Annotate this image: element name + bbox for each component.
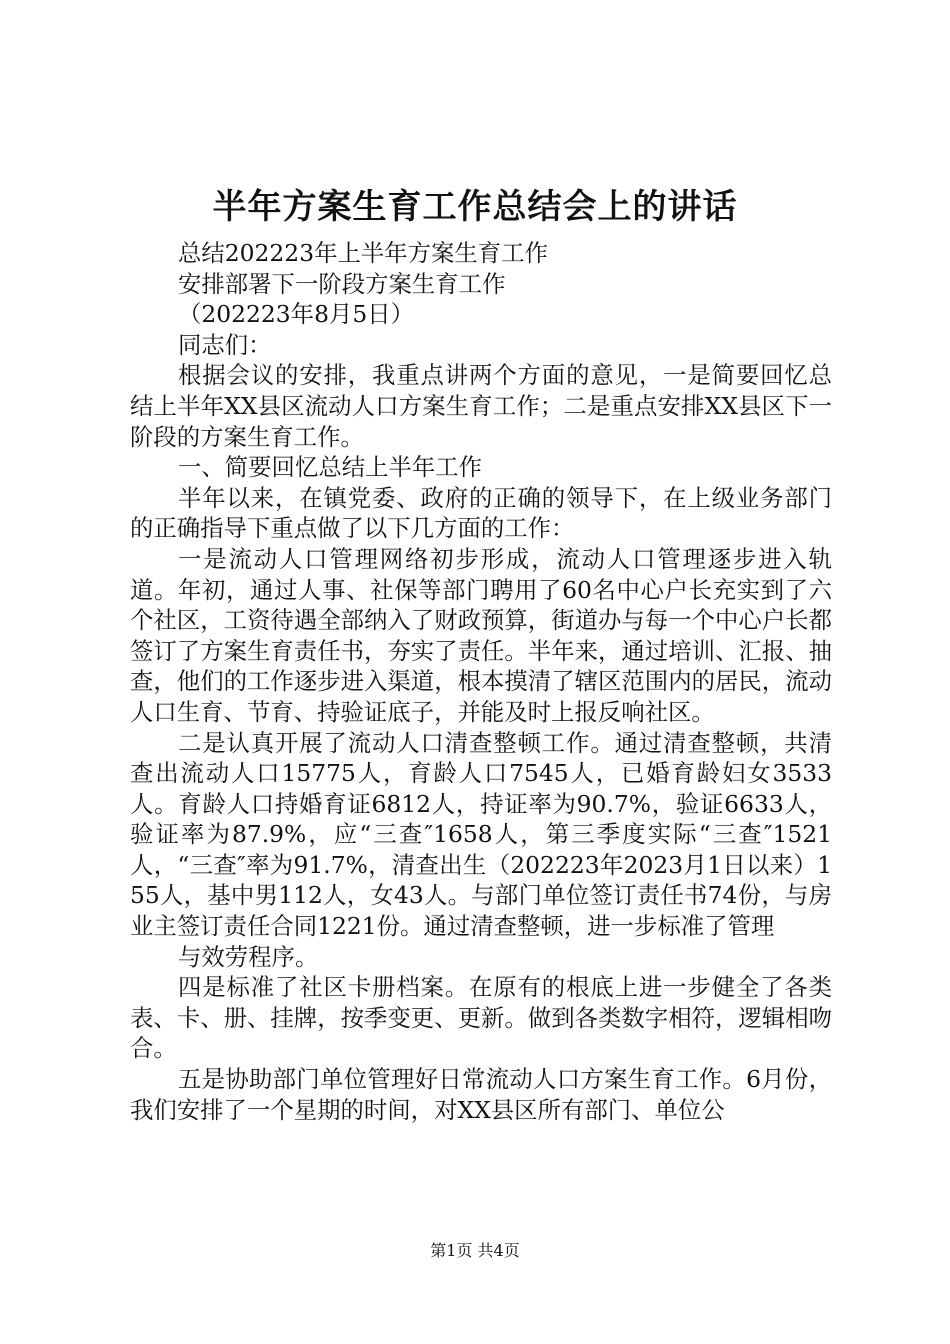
paragraph-item-5: 五是协助部门单位管理好日常流动人口方案生育工作。6月份，我们安排了一个星期的时间，对XX县区所有部门、单位公 [130, 1065, 832, 1124]
paragraph-item-2-continued: 与效劳程序。 [178, 942, 319, 971]
paragraph-subtitle-2: 安排部署下一阶段方案生育工作 [178, 269, 506, 298]
document-body [130, 238, 832, 1125]
paragraph-item-2: 二是认真开展了流动人口清查整顿工作。通过清查整顿，共清查出流动人口15775人，育龄人口7545人，已婚育龄妇女3533人。育龄人口持婚育证6812人，持证率为90.7%，验证6633人，验证率为87.9%，应“三查″1658人，第三季度实际“三查″1521人，“三查″率为91.7%，清查出生（202223年2023月1日以来）155人，基中男112人，女43人。与部门单位签订责任书74份，与房业主签订责任合同1221份。通过清查整顿，进一步标准了管理 [130, 728, 832, 941]
paragraph-date: （202223年8月5日） [178, 300, 415, 329]
paragraph-subtitle-1: 总结202223年上半年方案生育工作 [178, 239, 548, 267]
paragraph-intro: 根据会议的安排，我重点讲两个方面的意见，一是简要回忆总结上半年XX县区流动人口方案生育工作；二是重点安排XX县区下一阶段的方案生育工作。 [130, 361, 832, 451]
paragraph-section-heading: 一、简要回忆总结上半年工作 [178, 453, 483, 482]
paragraph-salutation: 同志们： [178, 330, 272, 359]
paragraph-overview: 半年以来，在镇党委、政府的正确的领导下，在上级业务部门的正确指导下重点做了以下几方面的工作： [130, 483, 832, 543]
paragraph-item-4: 四是标准了社区卡册档案。在原有的根底上进一步健全了各类表、卡、册、挂牌，按季变更、更新。做到各类数字相符，逻辑相吻合。 [130, 973, 832, 1063]
page-number-footer: 第1页 共4页 [430, 1241, 520, 1260]
document-title: 半年方案生育工作总结会上的讲话 [212, 187, 738, 227]
paragraph-item-1: 一是流动人口管理网络初步形成，流动人口管理逐步进入轨道。年初，通过人事、社保等部门聘用了60名中心户长充实到了六个社区，工资待遇全部纳入了财政预算，街道办与每一个中心户长都签订了方案生育责任书，夯实了责任。半年来，通过培训、汇报、抽查，他们的工作逐步进入渠道，根本摸清了辖区范围内的居民，流动人口生育、节育、持验证底子，并能及时上报反响社区。 [130, 544, 832, 726]
